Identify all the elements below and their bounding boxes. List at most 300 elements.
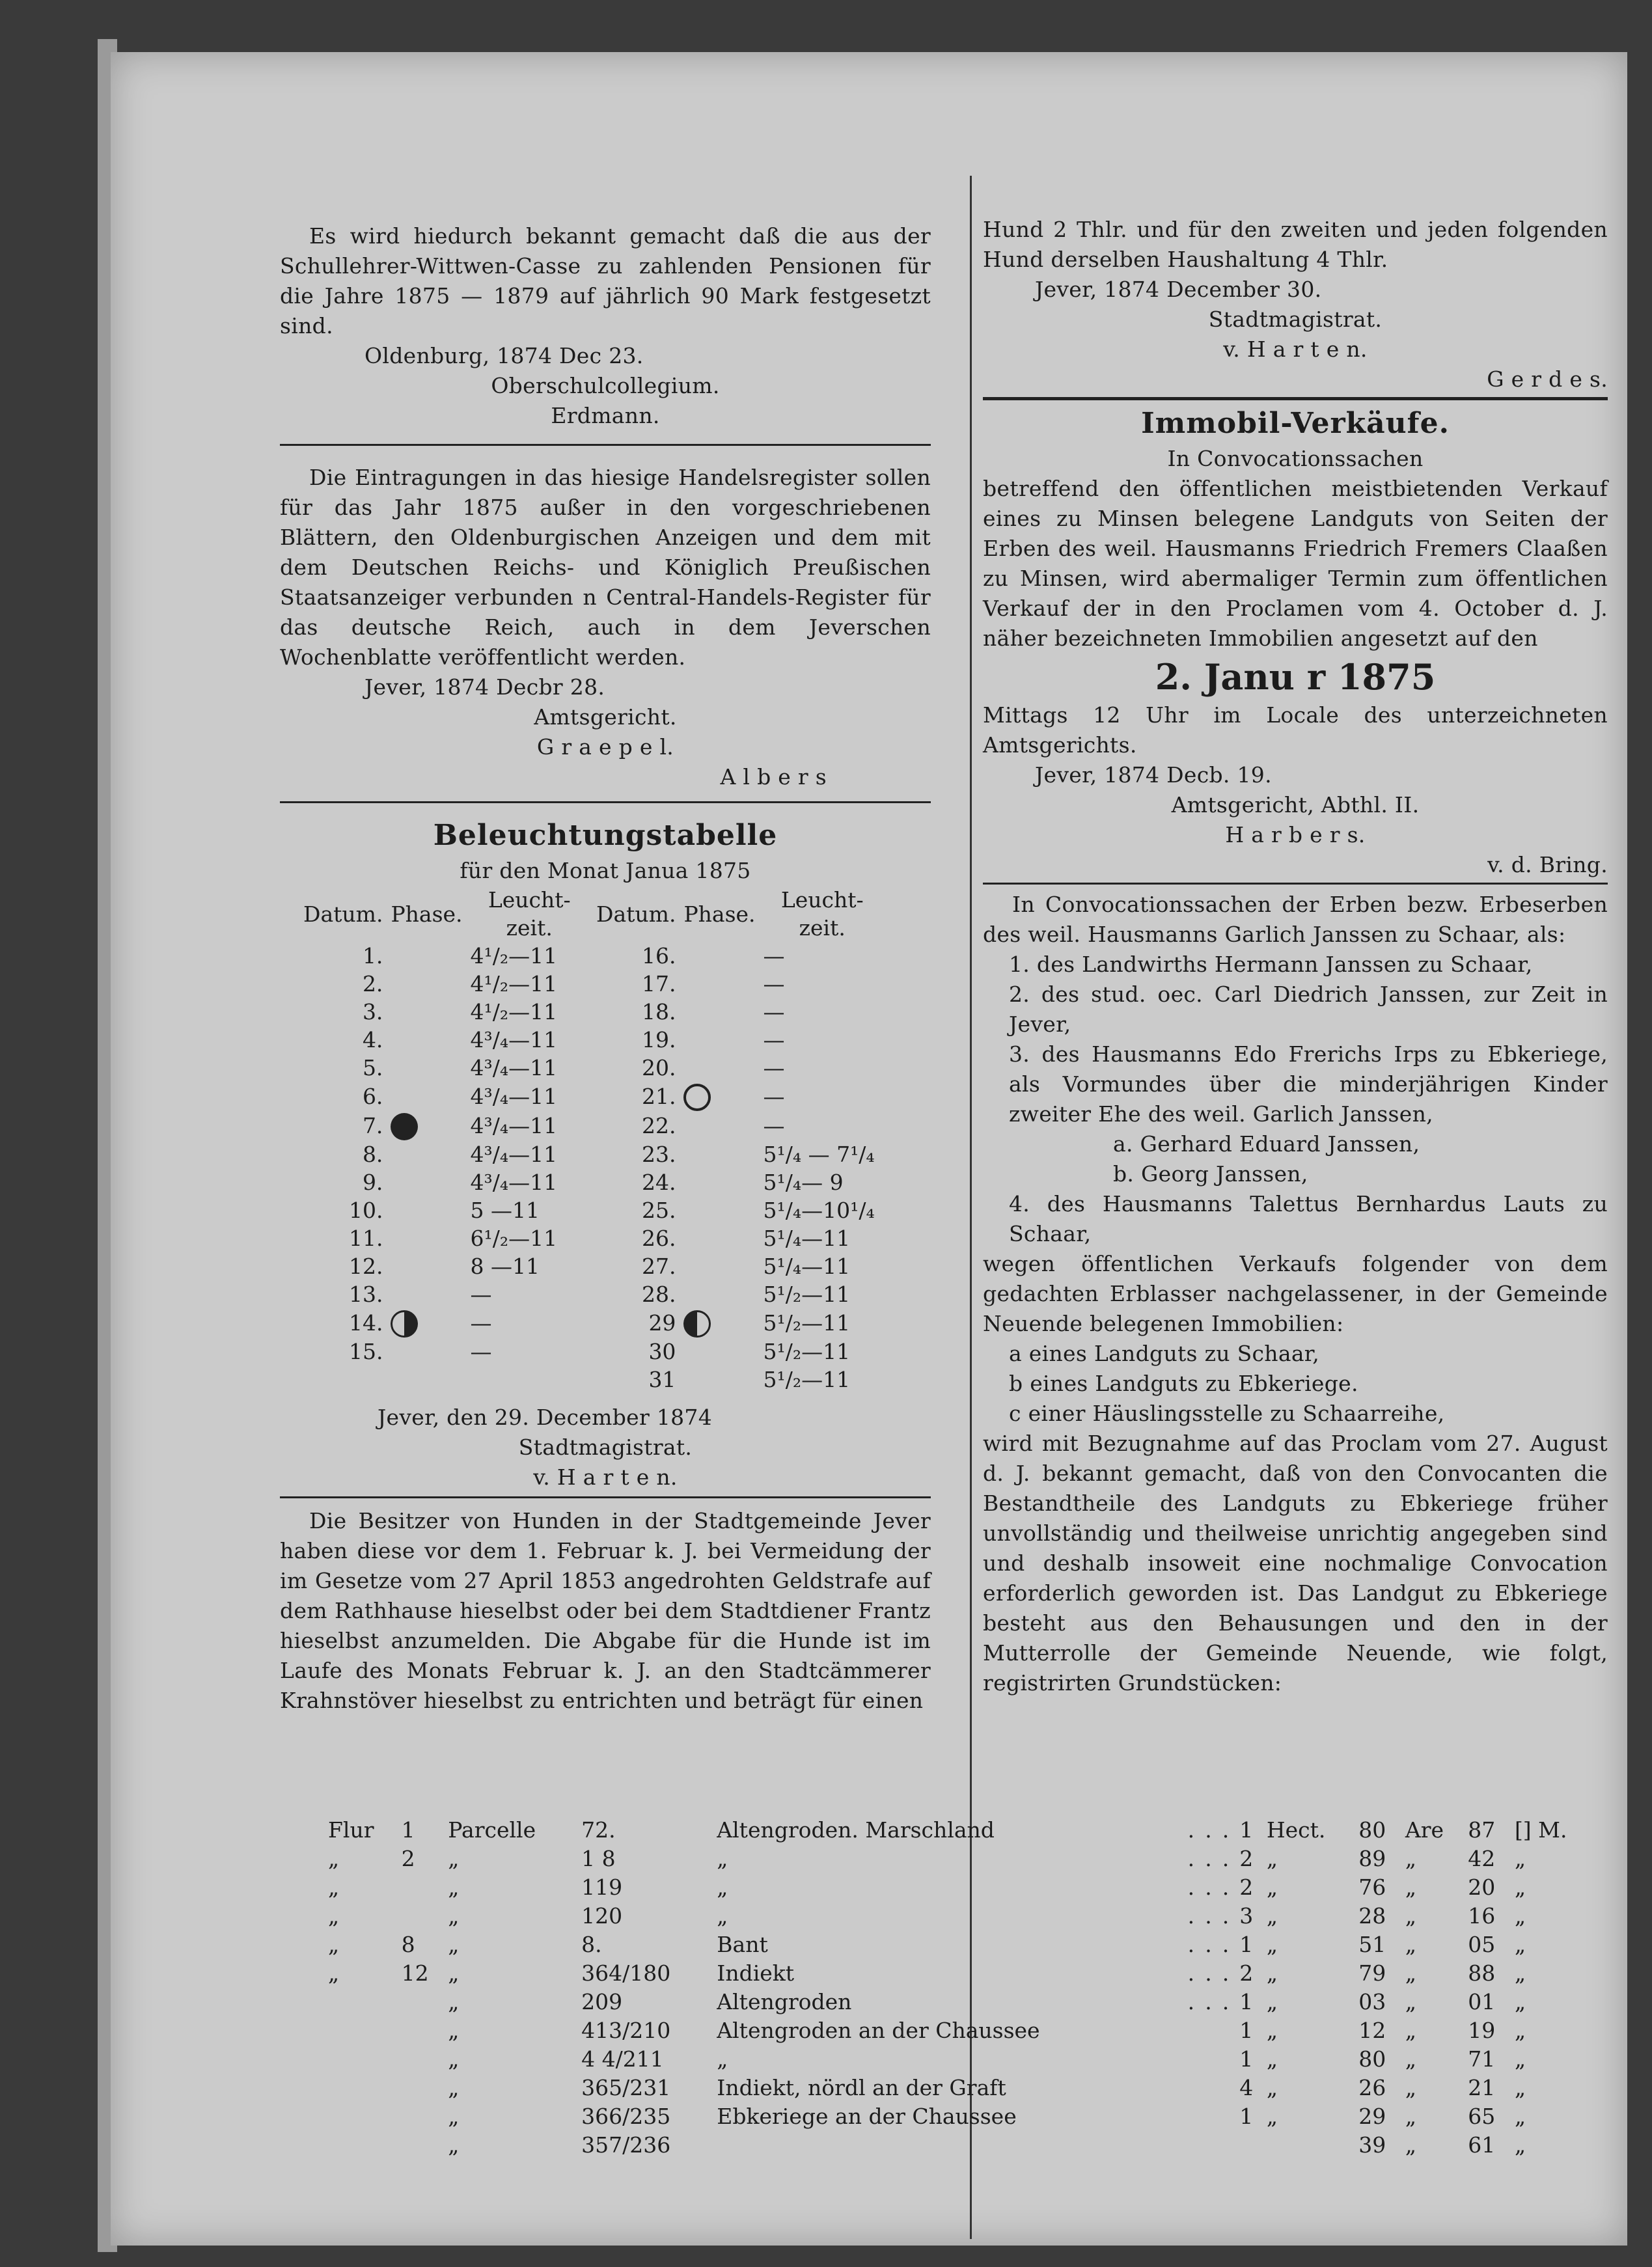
property-cell: 2 (401, 1846, 415, 1871)
lighting-time-cell: 4³/₄—11 (470, 1055, 558, 1080)
lighting-table (299, 886, 885, 1394)
property-cell: „ (1514, 1903, 1526, 1929)
property-cell: „ (448, 2075, 460, 2100)
property-cell: „ (1266, 2018, 1278, 2043)
property-cell: „ (1266, 1903, 1278, 1929)
property-header-cell: [] M. (1514, 1817, 1567, 1843)
property-cell: „ (1266, 1989, 1278, 2014)
property-cell: 365/231 (581, 2075, 671, 2100)
col-header: Phase. (683, 901, 756, 927)
property-cell: 4 (1239, 2075, 1254, 2100)
date-cell: 2. (362, 971, 383, 996)
property-cell: 209 (581, 1989, 623, 2014)
property-cell: . (1187, 1960, 1195, 1986)
notice-register-signer1: G r a e p e l. (536, 734, 674, 760)
property-table-body (325, 1845, 1595, 2160)
property-cell (714, 2131, 1185, 2160)
property-cell (1220, 2074, 1237, 2102)
property-cell: 16 (1468, 1903, 1496, 1929)
date-cell: 29 (648, 1310, 676, 1336)
property-cell (1220, 2016, 1237, 2045)
property-cell: 12 (401, 1960, 429, 1986)
col-header: Datum. (303, 901, 383, 927)
lighting-time-cell: 5¹/₂—11 (763, 1310, 851, 1336)
divider (280, 444, 931, 446)
newspaper-page (111, 52, 1627, 2246)
property-header-cell: Altengroden. Marschland (717, 1817, 995, 1843)
property-header-cell: 1 (401, 1817, 415, 1843)
date-cell: 4. (362, 1027, 383, 1052)
lighting-time-cell: — (763, 1055, 785, 1080)
property-cell: „ (1514, 2104, 1526, 2129)
lighting-time-cell: — (763, 999, 785, 1024)
lighting-time-cell: — (470, 1339, 492, 1364)
lighting-time-cell: — (763, 971, 785, 996)
property-cell: „ (1266, 1932, 1278, 1957)
table-row (325, 2074, 1595, 2102)
property-cell: „ (1514, 1960, 1526, 1986)
lighting-time-cell: 6¹/₂—11 (470, 1226, 558, 1251)
lighting-time-cell: 5¹/₄ — 7¹/₄ (763, 1142, 875, 1167)
property-cell (399, 2074, 446, 2102)
property-cell: „ (1514, 2075, 1526, 2100)
divider (280, 801, 931, 803)
notice-pension-authority: Oberschulcollegium. (491, 373, 720, 398)
notice-dogs-signer1: v. H a r t e n. (1223, 337, 1368, 362)
moon-phase-cell (387, 1082, 466, 1111)
property-cell: Indiekt (717, 1960, 795, 1986)
property-cell: „ (1405, 2075, 1417, 2100)
property-cell: . (1187, 1932, 1195, 1957)
property-cell: „ (448, 2132, 460, 2158)
lighting-time-cell: 8 —11 (470, 1254, 540, 1279)
property-cell: 3 (1239, 1903, 1254, 1929)
new-moon-icon (391, 1113, 418, 1140)
property-cell (325, 2016, 399, 2045)
moon-phase-cell (680, 1168, 759, 1196)
date-cell: 8. (362, 1142, 383, 1167)
property-cell: „ (717, 1903, 728, 1929)
property-header-cell: Parcelle (448, 1817, 536, 1843)
table-footer-place-date: Jever, den 29. December 1874 (378, 1405, 713, 1430)
property-cell: . (1187, 1875, 1195, 1900)
property-cell: „ (328, 1875, 340, 1900)
property-cell: „ (1405, 1960, 1417, 1986)
table-row (299, 1308, 885, 1338)
lighting-time-cell: 5¹/₄—10¹/₄ (763, 1198, 875, 1223)
lighting-time-cell: 5¹/₄— 9 (763, 1170, 844, 1195)
property-cell: 2 (1239, 1960, 1254, 1986)
moon-phase-cell (387, 998, 466, 1026)
property-cell: „ (448, 1960, 460, 1986)
table-row (325, 1959, 1595, 1988)
property-cell: „ (1405, 2104, 1417, 2129)
table-row (299, 1111, 885, 1140)
section-title-real-estate: Immobil-Verkäufe. (1141, 407, 1450, 440)
property-cell: „ (1514, 2046, 1526, 2072)
property-cell (325, 2131, 399, 2160)
moon-phase-cell (680, 1280, 759, 1308)
list-item: a eines Landguts zu Schaar, (1009, 1341, 1320, 1366)
property-cell: „ (448, 1875, 460, 1900)
list-item: c einer Häuslingsstelle zu Schaarreihe, (1009, 1401, 1445, 1426)
lighting-time-cell: 4¹/₂—11 (470, 971, 558, 996)
property-cell: „ (328, 1846, 340, 1871)
list-item: 2. des stud. oec. Carl Diedrich Janssen, zur Zeit in Jever, (1009, 982, 1608, 1037)
notice-dogs-signer2: G e r d e s. (1487, 366, 1608, 392)
lighting-time-cell: — (763, 943, 785, 969)
property-header-cell: 72. (581, 1817, 616, 1843)
table-footer-signer: v. H a r t e n. (533, 1464, 678, 1490)
lighting-time-cell: 5 —11 (470, 1198, 540, 1223)
first-moon-icon (391, 1310, 418, 1338)
property-cell: „ (1514, 2018, 1526, 2043)
lighting-time-cell: 5¹/₄—11 (763, 1226, 851, 1251)
lighting-time-cell: — (763, 1113, 785, 1138)
property-cell (1185, 2102, 1203, 2131)
moon-phase-cell (680, 1366, 759, 1394)
property-cell: „ (1405, 1903, 1417, 1929)
property-header-cell: Hect. (1266, 1817, 1326, 1843)
date-cell: 12. (348, 1254, 383, 1279)
lighting-time-cell: 5¹/₂—11 (763, 1367, 851, 1392)
date-cell: 10. (348, 1198, 383, 1223)
right-column (983, 215, 1608, 1698)
table-footer-authority: Stadtmagistrat. (518, 1435, 693, 1460)
full-moon-icon (683, 1084, 711, 1111)
property-cell: 119 (581, 1875, 623, 1900)
table-row (299, 1196, 885, 1224)
property-cell: 357/236 (581, 2132, 671, 2158)
property-cell: . (1222, 1989, 1230, 2014)
moon-phase-cell (387, 1280, 466, 1308)
moon-phase-cell (680, 998, 759, 1026)
property-cell: 2 (1239, 1846, 1254, 1871)
moon-phase-cell (387, 1338, 466, 1366)
divider (983, 883, 1608, 885)
table-row (325, 1873, 1595, 1902)
property-cell: 21 (1468, 2075, 1496, 2100)
property-cell: 42 (1468, 1846, 1496, 1871)
property-header-cell: . (1222, 1817, 1230, 1843)
date-cell: 6. (362, 1084, 383, 1109)
property-cell (1220, 2045, 1237, 2074)
property-cell: . (1205, 1960, 1212, 1986)
date-cell: 24. (641, 1170, 676, 1195)
property-cell (1202, 2074, 1220, 2102)
property-cell: 61 (1468, 2132, 1496, 2158)
property-cell: 03 (1358, 1989, 1386, 2014)
notice-pension-signer: Erdmann. (551, 403, 660, 428)
table-row (299, 1338, 885, 1366)
list-item: 1. des Landwirths Hermann Janssen zu Schaar, (1009, 952, 1533, 977)
date-cell: 26. (641, 1226, 676, 1251)
date-cell: 5. (362, 1055, 383, 1080)
table-row (299, 1366, 885, 1394)
property-cell: „ (1405, 2018, 1417, 2043)
lighting-time-cell: 4³/₄—11 (470, 1027, 558, 1052)
col-header: Datum. (596, 901, 676, 927)
property-cell: 79 (1358, 1960, 1386, 1986)
property-cell (399, 1988, 446, 2016)
property-cell (399, 1873, 446, 1902)
property-cell (1185, 2074, 1203, 2102)
table-row (299, 1224, 885, 1252)
property-cell: 1 (1239, 1932, 1254, 1957)
property-cell (399, 2131, 446, 2160)
property-cell (1185, 2016, 1203, 2045)
property-cell: „ (448, 1903, 460, 1929)
date-cell (299, 1366, 387, 1394)
property-cell (399, 2045, 446, 2074)
table-row (299, 1280, 885, 1308)
property-cell (1220, 2131, 1237, 2160)
list-item: 3. des Hausmanns Edo Frerichs Irps zu Ebkeriege, als Vormundes über die minderjährigen Kinder zweiter Ehe des weil. Garlich Janssen, (1009, 1041, 1608, 1127)
table-row (299, 942, 885, 970)
notice-register-text: Die Eintragungen in das hiesige Handelsregister sollen für das Jahr 1875 außer in den vorgeschriebenen Blättern, den Oldenburgischen Anzeigen und dem mit dem Deutschen Reichs- und Königlich Preußischen Staatsanzeiger verbunden n Central-Handels-Register für das deutsche Reich, auch in dem Jeverschen Wochenblatte veröffentlicht werden. (280, 465, 931, 670)
property-cell: . (1222, 1903, 1230, 1929)
table-row (299, 1054, 885, 1082)
moon-phase-cell (680, 1082, 759, 1111)
notice-dogs-text: Die Besitzer von Hunden in der Stadtgemeinde Jever haben diese vor dem 1. Februar k. J. bei Vermeidung der im Gesetze vom 27 April 1853 angedrohten Geldstrafe auf dem Rathhause hieselbst oder bei dem Stadtdiener Frantz hieselbst anzumelden. Die Abgabe für die Hunde ist im Laufe des Monats Februar k. J. an den Stadtcämmerer Krahnstöver hieselbst zu entrichten und beträgt für einen (280, 1508, 931, 1713)
date-cell: 1. (362, 943, 383, 969)
lighting-table-title: Beleuchtungstabelle (433, 819, 778, 852)
property-cell: Altengroden an der Chaussee (717, 2018, 1040, 2043)
property-cell: . (1205, 1846, 1212, 1871)
last-moon-icon (683, 1310, 711, 1338)
table-row (325, 2131, 1595, 2160)
table-row (299, 1252, 885, 1280)
notice-dogs-authority: Stadtmagistrat. (1208, 307, 1383, 332)
moon-phase-cell (680, 1026, 759, 1054)
property-cell: 366/235 (581, 2104, 671, 2129)
property-cell: . (1205, 1932, 1212, 1957)
moon-phase-cell (680, 1252, 759, 1280)
notice-dogs-place-date: Jever, 1874 December 30. (1035, 277, 1322, 302)
moon-phase-cell (387, 970, 466, 998)
property-cell: „ (448, 2104, 460, 2129)
date-cell: 19. (641, 1027, 676, 1052)
property-cell (325, 2074, 399, 2102)
left-column (280, 221, 931, 1716)
moon-phase-cell (387, 1026, 466, 1054)
moon-phase-cell (680, 1224, 759, 1252)
date-cell: 11. (348, 1226, 383, 1251)
moon-phase-cell (680, 1308, 759, 1338)
property-header-cell: Flur (328, 1817, 374, 1843)
moon-phase-cell (387, 1252, 466, 1280)
property-cell: „ (1266, 2104, 1278, 2129)
notice-pension-text: Es wird hiedurch bekannt gemacht daß die aus der Schullehrer-Wittwen-Casse zu zahlenden Pensionen für die Jahre 1875 — 1879 auf jährlich 90 Mark festgesetzt sind. (280, 223, 931, 338)
property-cell: 1 (1239, 2046, 1254, 2072)
property-cell: 51 (1358, 1932, 1386, 1957)
table-row (325, 1930, 1595, 1959)
property-cell: 26 (1358, 2075, 1386, 2100)
property-cell: 71 (1468, 2046, 1496, 2072)
property-cell: . (1187, 1903, 1195, 1929)
property-cell (325, 2102, 399, 2131)
date-cell: 18. (641, 999, 676, 1024)
lighting-table-subtitle: für den Monat Janua 1875 (460, 858, 751, 883)
date-cell: 13. (348, 1282, 383, 1307)
list-item: b. Georg Janssen, (1113, 1161, 1308, 1187)
notice-minsen-intro: In Convocationssachen (1167, 446, 1424, 471)
col-header: Leucht-zeit. (780, 887, 864, 941)
date-cell: 7. (362, 1113, 383, 1138)
property-header-cell: . (1205, 1817, 1212, 1843)
moon-phase-cell (680, 1338, 759, 1366)
moon-phase-cell (680, 1054, 759, 1082)
property-cell: . (1187, 1989, 1195, 2014)
property-cell: 39 (1358, 2132, 1386, 2158)
property-cell: „ (328, 1960, 340, 1986)
property-header-cell: Are (1405, 1817, 1444, 1843)
property-table-header (325, 1816, 1595, 1845)
property-cell (1220, 2102, 1237, 2131)
list-item: 4. des Hausmanns Talettus Bernhardus Lauts zu Schaar, (1009, 1191, 1608, 1246)
property-cell: 12 (1358, 2018, 1386, 2043)
moon-phase-cell (680, 1111, 759, 1140)
property-cell: Indiekt, nördl an der Graft (717, 2075, 1006, 2100)
property-cell: „ (1266, 2046, 1278, 2072)
lighting-time-cell: — (763, 1027, 785, 1052)
lighting-time-cell: — (470, 1310, 492, 1336)
lighting-time-cell: 4¹/₂—11 (470, 999, 558, 1024)
property-cell (325, 2045, 399, 2074)
lighting-time-cell: 5¹/₂—11 (763, 1339, 851, 1364)
property-cell: „ (1266, 1875, 1278, 1900)
property-cell: „ (448, 1846, 460, 1871)
notice-janssen-text2: wird mit Bezugnahme auf das Proclam vom 27. August d. J. bekannt gemacht, daß von den Convocanten die Bestandtheile des Landguts zu Ebkeriege früher unvollständig und theilweise unrichtig angegeben sind und deshalb insoweit eine nochmalige Convocation erforderlich geworden ist. Das Landgut zu Ebkeriege besteht aus den Behausungen und den in der Mutterrolle der Gemeinde Neuende, wie folgt, registrirten Grundstücken: (983, 1431, 1608, 1696)
property-cell: 2 (1239, 1875, 1254, 1900)
property-cell: . (1222, 1846, 1230, 1871)
notice-janssen-items (983, 1339, 1608, 1429)
property-cell (325, 1988, 399, 2016)
property-cell: „ (1514, 1932, 1526, 1957)
property-cell: . (1222, 1875, 1230, 1900)
property-cell: „ (328, 1903, 340, 1929)
property-cell: 20 (1468, 1875, 1496, 1900)
notice-register-authority: Amtsgericht. (534, 704, 677, 730)
property-cell: . (1205, 1903, 1212, 1929)
property-cell (1202, 2131, 1220, 2160)
moon-phase-cell (680, 1196, 759, 1224)
moon-phase-cell (387, 1054, 466, 1082)
divider (983, 397, 1608, 400)
notice-register-signer2: A l b e r s (720, 764, 827, 790)
notice-janssen-text: wegen öffentlichen Verkaufs folgender von dem gedachten Erblasser nachgelassener, in der Gemeinde Neuende belegenen Immobilien: (983, 1251, 1608, 1336)
lighting-table-body (299, 942, 885, 1394)
lighting-time-cell: — (470, 1282, 492, 1307)
moon-phase-cell (387, 1224, 466, 1252)
table-row (299, 1026, 885, 1054)
lighting-time-cell: 5¹/₄—11 (763, 1254, 851, 1279)
property-cell (399, 2102, 446, 2131)
date-cell: 15. (348, 1339, 383, 1364)
property-cell: „ (1405, 1846, 1417, 1871)
notice-minsen-text: betreffend den öffentlichen meistbietenden Verkauf eines zu Minsen belegene Landguts von Seiten der Erben des weil. Hausmanns Friedrich Fremers Claaßen zu Minsen, wird abermaliger Termin zum öffentlichen Verkauf der in den Proclamen vom 4. October d. J. näher bezeichneten Immobilien angesetzt auf den (983, 476, 1608, 651)
date-cell: 22. (641, 1113, 676, 1138)
property-cell: „ (1266, 1960, 1278, 1986)
property-cell: „ (1266, 1846, 1278, 1871)
property-cell (1202, 2045, 1220, 2074)
table-row (299, 1082, 885, 1111)
lighting-time-cell (467, 1366, 592, 1394)
moon-phase-cell (387, 1111, 466, 1140)
list-item: a. Gerhard Eduard Janssen, (1113, 1131, 1420, 1157)
property-cell: 28 (1358, 1903, 1386, 1929)
list-item: b eines Landguts zu Ebkeriege. (1009, 1371, 1358, 1396)
property-cell: „ (717, 2046, 728, 2072)
property-cell: 1 (1239, 1989, 1254, 2014)
property-cell: 1 (1239, 2018, 1254, 2043)
property-cell (399, 2016, 446, 2045)
lighting-time-cell: 4³/₄—11 (470, 1084, 558, 1109)
property-cell: 01 (1468, 1989, 1496, 2014)
property-cell: 8 (401, 1932, 415, 1957)
property-cell: „ (328, 1932, 340, 1957)
col-header: Phase. (391, 901, 463, 927)
property-cell: 88 (1468, 1960, 1496, 1986)
moon-phase-cell (387, 1196, 466, 1224)
table-row (299, 1140, 885, 1168)
lighting-time-cell: 4¹/₂—11 (470, 943, 558, 969)
moon-phase-cell (680, 970, 759, 998)
property-cell: 05 (1468, 1932, 1496, 1957)
table-row (325, 1902, 1595, 1930)
property-cell: „ (1514, 2132, 1526, 2158)
property-cell: 120 (581, 1903, 623, 1929)
property-cell (1202, 2102, 1220, 2131)
property-cell: „ (448, 2018, 460, 2043)
property-cell: „ (1266, 2075, 1278, 2100)
property-cell (1264, 2131, 1356, 2160)
lighting-time-cell: 4³/₄—11 (470, 1142, 558, 1167)
date-cell: 17. (641, 971, 676, 996)
moon-phase-cell (387, 942, 466, 970)
col-header: Leucht-zeit. (488, 887, 571, 941)
table-row (299, 1168, 885, 1196)
property-cell: 364/180 (581, 1960, 671, 1986)
moon-phase-cell (387, 1140, 466, 1168)
date-cell: 27. (641, 1254, 676, 1279)
property-cell: „ (448, 1989, 460, 2014)
property-cell (399, 1902, 446, 1930)
property-cell: 1 8 (581, 1846, 616, 1871)
date-cell: 9. (362, 1170, 383, 1195)
notice-minsen-signer2: v. d. Bring. (1487, 852, 1608, 877)
notice-minsen-signer1: H a r b e r s. (1225, 822, 1366, 847)
table-row (325, 1845, 1595, 1873)
notice-minsen-date: 2. Janu r 1875 (1155, 656, 1436, 698)
property-cell: . (1205, 1989, 1212, 2014)
property-cell: . (1222, 1960, 1230, 1986)
property-cell: . (1205, 1875, 1212, 1900)
property-cell: . (1222, 1932, 1230, 1957)
property-header-cell: 80 (1358, 1817, 1386, 1843)
property-cell: „ (1405, 1989, 1417, 2014)
date-cell: 25. (641, 1198, 676, 1223)
date-cell: 21. (641, 1084, 676, 1109)
notice-minsen-authority: Amtsgericht, Abthl. II. (1171, 792, 1420, 817)
moon-phase-cell (387, 1308, 466, 1338)
property-cell: „ (1405, 1875, 1417, 1900)
table-row (325, 1988, 1595, 2016)
table-row (325, 2102, 1595, 2131)
property-cell: 89 (1358, 1846, 1386, 1871)
property-cell: 413/210 (581, 2018, 671, 2043)
date-cell: 20. (641, 1055, 676, 1080)
